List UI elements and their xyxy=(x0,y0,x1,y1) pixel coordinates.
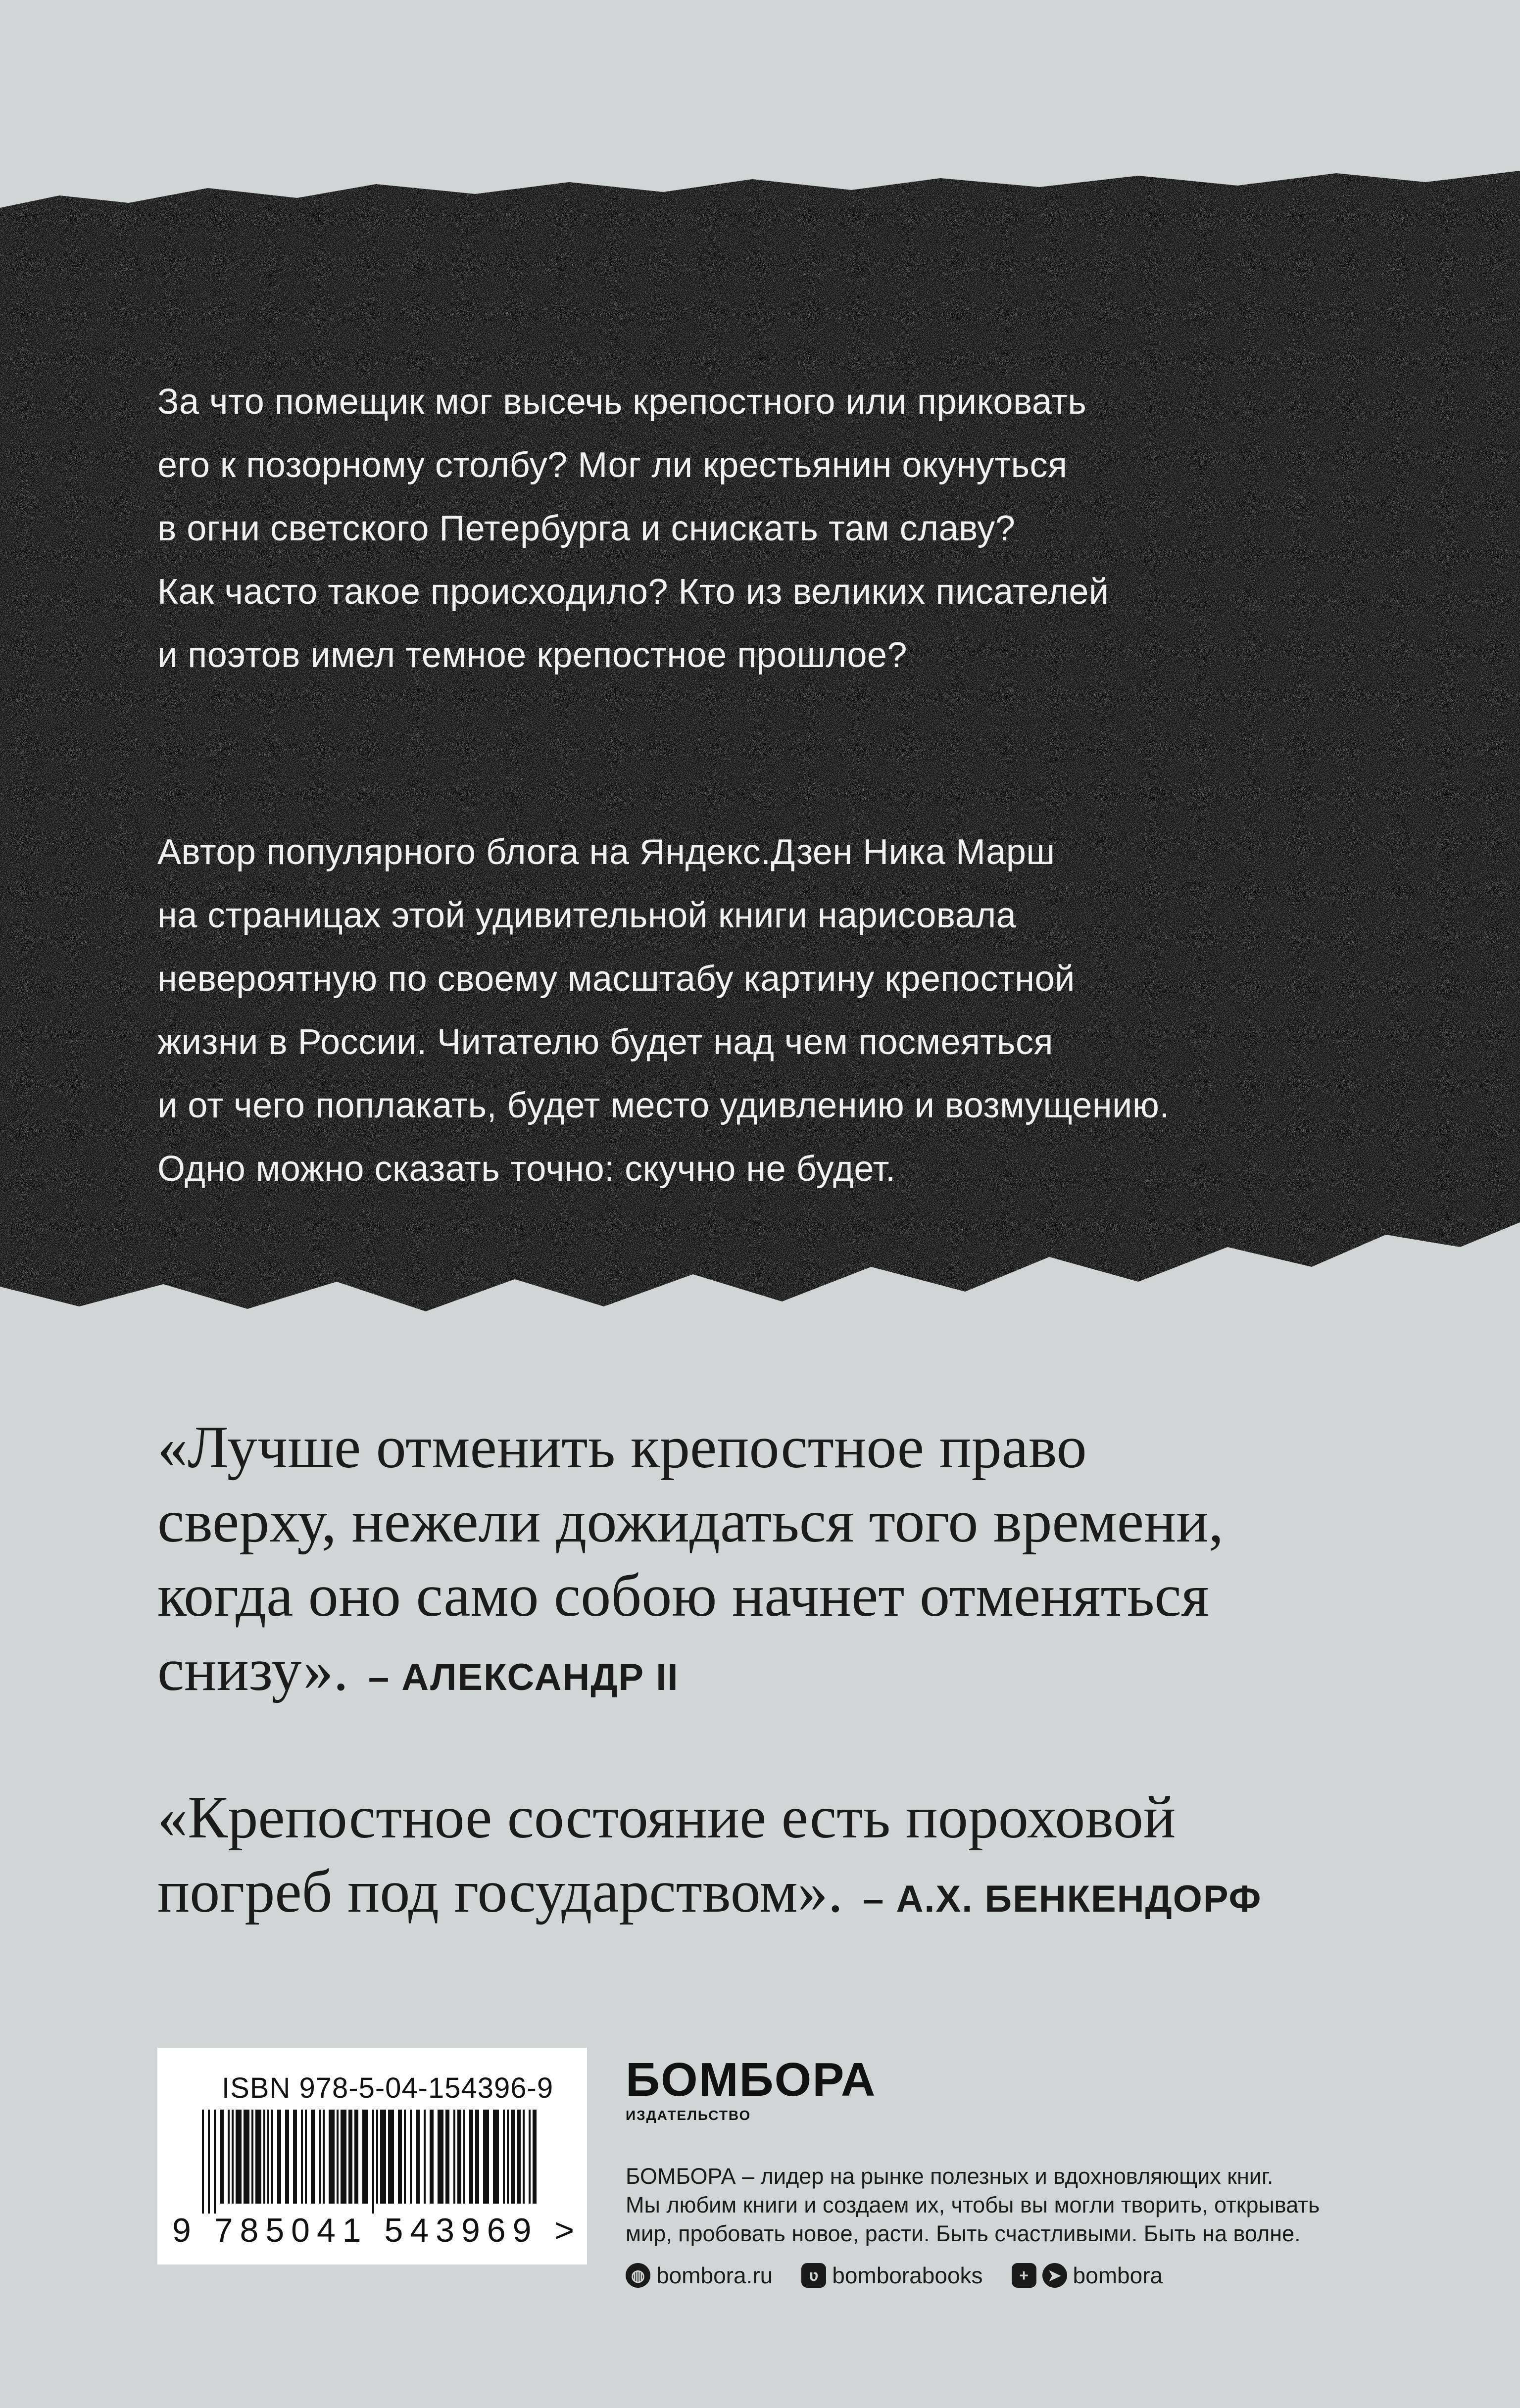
barcode-bar xyxy=(453,2110,455,2204)
barcode-bar xyxy=(277,2110,281,2204)
quote-line-text: погреб под государством». xyxy=(157,1858,843,1925)
description-line: БОМБОРА – лидер на рынке полезных и вдохновляющих книг. xyxy=(626,2164,1274,2189)
social-website[interactable] xyxy=(626,2262,773,2289)
social-label: bomborabooks xyxy=(832,2263,983,2288)
barcode-bar xyxy=(232,2110,234,2204)
isbn-text: ISBN 978-5-04-154396-9 xyxy=(222,2072,554,2104)
blurb-line: и поэтов имел темное крепостное прошлое? xyxy=(157,635,908,675)
plus-icon: + xyxy=(1012,2263,1036,2288)
barcode-bar xyxy=(362,2110,368,2204)
barcode-bar xyxy=(236,2110,242,2204)
barcode-bar xyxy=(208,2110,210,2214)
barcode-bar xyxy=(416,2110,420,2204)
blurb-line: Автор популярного блога на Яндекс.Дзен Ника Марш xyxy=(157,832,1055,872)
publisher-logo: БОМБОРА xyxy=(626,2053,877,2106)
quote-line-last xyxy=(157,1633,1365,1715)
barcode-bars xyxy=(202,2110,543,2214)
barcode-bar xyxy=(523,2110,525,2204)
barcode-bar xyxy=(329,2110,335,2204)
publisher-block xyxy=(626,2053,1368,2289)
quote-line-text: снизу». xyxy=(157,1637,348,1703)
quote-line: «Лучше отменить крепостное право xyxy=(157,1414,1087,1481)
blurb-line: невероятную по своему масштабу картину крепостной xyxy=(157,959,1075,999)
blurb-line: его к позорному столбу? Мог ли крестьянин окунуться xyxy=(157,445,1068,485)
quote-alexander-ii xyxy=(157,1410,1365,1715)
barcode-bar xyxy=(424,2110,426,2204)
blurb-paragraph-2 xyxy=(157,820,1365,1201)
barcode-bar xyxy=(483,2110,489,2204)
barcode-bar xyxy=(311,2110,315,2204)
barcode-box xyxy=(157,2048,587,2264)
barcode-bar xyxy=(293,2110,297,2204)
barcode-bar xyxy=(376,2110,378,2204)
quote-attribution: – АЛЕКСАНДР II xyxy=(368,1656,679,1698)
quote-line-last xyxy=(157,1855,1365,1936)
barcode-bar xyxy=(341,2110,346,2204)
barcode-bar xyxy=(285,2110,289,2204)
description-line: мир, пробовать новое, расти. Быть счастливыми. Быть на волне. xyxy=(626,2221,1301,2246)
barcode-bar xyxy=(319,2110,321,2204)
globe-icon: ◍ xyxy=(626,2263,650,2288)
blurb-line: на страницах этой удивительной книги нарисовала xyxy=(157,896,1017,935)
barcode-bar xyxy=(271,2110,273,2204)
barcode-bar xyxy=(410,2110,412,2204)
barcode-bar xyxy=(251,2110,253,2204)
barcode-bar xyxy=(244,2110,249,2204)
barcode-bar xyxy=(323,2110,325,2204)
barcode-bar xyxy=(202,2110,204,2214)
barcode-bar xyxy=(263,2110,265,2204)
barcode-bar xyxy=(220,2110,224,2204)
publisher-description xyxy=(626,2162,1368,2248)
blurb-line: жизни в России. Читателю будет над чем посмеяться xyxy=(157,1022,1053,1062)
barcode-bar xyxy=(475,2110,479,2204)
quote-attribution: – А.Х. БЕНКЕНДОРФ xyxy=(863,1878,1262,1920)
barcode-bar xyxy=(305,2110,307,2204)
barcode-bar xyxy=(398,2110,402,2204)
barcode-bar xyxy=(533,2110,537,2204)
social-label: bombora.ru xyxy=(656,2263,773,2288)
barcode-bar xyxy=(348,2110,352,2204)
barcode-bar xyxy=(214,2110,216,2214)
quote-line: когда оно само собою начнет отменяться xyxy=(157,1562,1209,1629)
social-links xyxy=(626,2262,1368,2289)
vk-icon: ʋ xyxy=(801,2263,826,2288)
barcode-bar xyxy=(228,2110,230,2204)
blurb-line: Как часто такое происходило? Кто из великих писателей xyxy=(157,572,1109,612)
barcode-bar xyxy=(255,2110,261,2204)
barcode-bar xyxy=(503,2110,505,2204)
quote-line: «Крепостное состояние есть пороховой xyxy=(157,1784,1176,1851)
blurb-line: Одно можно сказать точно: скучно не будет. xyxy=(157,1149,896,1189)
barcode-bar xyxy=(380,2110,386,2204)
barcode-bar xyxy=(372,2110,374,2214)
social-vk[interactable] xyxy=(801,2262,982,2289)
barcode-bar xyxy=(388,2110,394,2204)
blurb-line: в огни светского Петербурга и снискать там славу? xyxy=(157,509,1016,548)
barcode-bar xyxy=(507,2110,509,2204)
barcode-bar xyxy=(463,2110,465,2204)
barcode-bar xyxy=(337,2110,339,2204)
description-line: Мы любим книги и создаем их, чтобы вы могли творить, открывать xyxy=(626,2192,1320,2217)
barcode-bar xyxy=(445,2110,449,2204)
publisher-subtitle: ИЗДАТЕЛЬСТВО xyxy=(626,2108,751,2123)
quote-benckendorff xyxy=(157,1781,1365,1936)
barcode-bar xyxy=(301,2110,303,2204)
social-messengers[interactable] xyxy=(1012,2262,1163,2289)
barcode-bar xyxy=(529,2110,531,2204)
barcode-bar xyxy=(430,2110,434,2204)
barcode-bar xyxy=(267,2110,269,2204)
blurb-line: За что помещик мог высечь крепостного или приковать xyxy=(157,382,1087,422)
barcode-bar xyxy=(469,2110,473,2204)
barcode-bar xyxy=(404,2110,406,2204)
quote-line: сверху, нежели дожидаться того времени, xyxy=(157,1488,1224,1555)
barcode-bar xyxy=(493,2110,499,2204)
social-label: bombora xyxy=(1073,2263,1163,2288)
ean-digits: 9 785041 543969 > xyxy=(172,2212,582,2249)
barcode-bar xyxy=(517,2110,521,2204)
blurb-paragraph-1 xyxy=(157,370,1365,687)
barcode-bar xyxy=(511,2110,515,2204)
telegram-icon: ➤ xyxy=(1042,2263,1067,2288)
barcode-bar xyxy=(457,2110,461,2204)
barcode-bar xyxy=(354,2110,358,2204)
blurb-line: и от чего поплакать, будет место удивлению и возмущению. xyxy=(157,1086,1170,1125)
barcode-bar xyxy=(438,2110,443,2204)
